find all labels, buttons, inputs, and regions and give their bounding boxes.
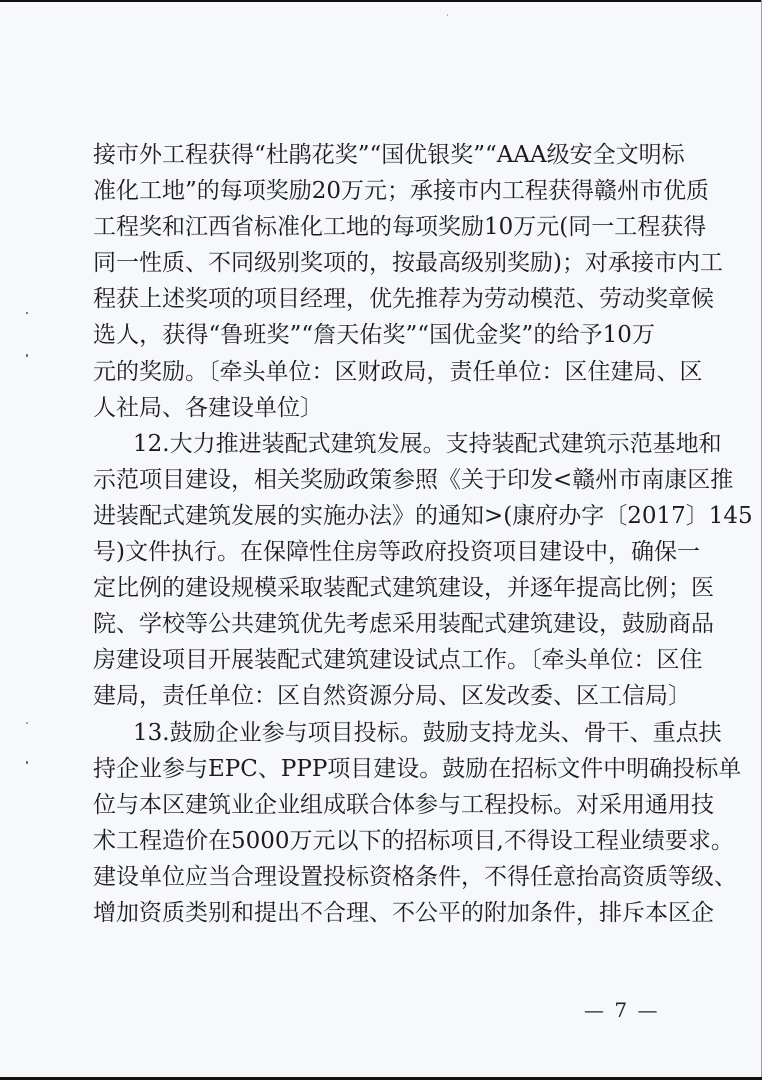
document-body bbox=[93, 137, 753, 931]
text-line: 准化工地”的每项奖励20万元；承接市内工程获得赣州市优质 bbox=[93, 178, 710, 205]
section-heading-line: 12.大力推进装配式建筑发展。支持装配式建筑示范基地和 bbox=[133, 430, 722, 457]
text-line: 建设单位应当合理设置投标资格条件，不得任意抬高资质等级、 bbox=[93, 863, 737, 890]
text-line: 人社局、各建设单位〕 bbox=[93, 394, 323, 421]
scan-speck bbox=[26, 354, 28, 357]
text-line: 示范项目建设，相关奖励政策参照《关于印发<赣州市南康区推 bbox=[93, 466, 734, 493]
text-line: 工程奖和江西省标准化工地的每项奖励10万元(同一工程获得 bbox=[93, 214, 707, 241]
scan-speck bbox=[26, 761, 28, 764]
text-line: 元的奖励。〔牵头单位：区财政局，责任单位：区住建局、区 bbox=[93, 358, 703, 385]
text-line: 术工程造价在5000万元以下的招标项目,不得设工程业绩要求。 bbox=[93, 827, 734, 854]
text-line: 接市外工程获得“杜鹃花奖”“国优银奖”“AAA级安全文明标 bbox=[93, 142, 685, 168]
scan-speck bbox=[447, 14, 448, 16]
text-line: 院、学校等公共建筑优先考虑采用装配式建筑建设，鼓励商品 bbox=[93, 611, 714, 638]
text-line: 房建设项目开展装配式建筑建设试点工作。〔牵头单位：区住 bbox=[93, 647, 703, 674]
text-line: 同一性质、不同级别奖项的，按最高级别奖励)；对承接市内工 bbox=[93, 250, 723, 277]
scan-speck bbox=[26, 312, 28, 314]
text-line: 位与本区建筑业企业组成联合体参与工程投标。对采用通用技 bbox=[93, 791, 714, 818]
text-line: 增加资质类别和提出不合理、不公平的附加条件，排斥本区企 bbox=[93, 899, 714, 926]
text-line: 进装配式建筑发展的实施办法》的通知>(康府办字〔2017〕145 bbox=[93, 502, 753, 529]
scan-speck bbox=[26, 722, 28, 724]
text-line: 选人，获得“鲁班奖”“詹天佑奖”“国优金奖”的给予10万 bbox=[93, 322, 655, 349]
section-heading-line: 13.鼓励企业参与项目投标。鼓励支持龙头、骨干、重点扶 bbox=[133, 719, 722, 746]
text-line: 定比例的建设规模采取装配式建筑建设，并逐年提高比例；医 bbox=[93, 575, 714, 602]
text-line: 程获上述奖项的项目经理，优先推荐为劳动模范、劳动奖章候 bbox=[93, 286, 714, 313]
page-number: — 7 — bbox=[584, 998, 660, 1022]
text-line: 建局，责任单位：区自然资源分局、区发改委、区工信局〕 bbox=[93, 683, 691, 710]
scan-top-edge bbox=[0, 0, 762, 2]
text-line: 持企业参与EPC、PPP项目建设。鼓励在招标文件中明确投标单 bbox=[93, 755, 742, 782]
text-line: 号)文件执行。在保障性住房等政府投资项目建设中，确保一 bbox=[93, 539, 700, 566]
